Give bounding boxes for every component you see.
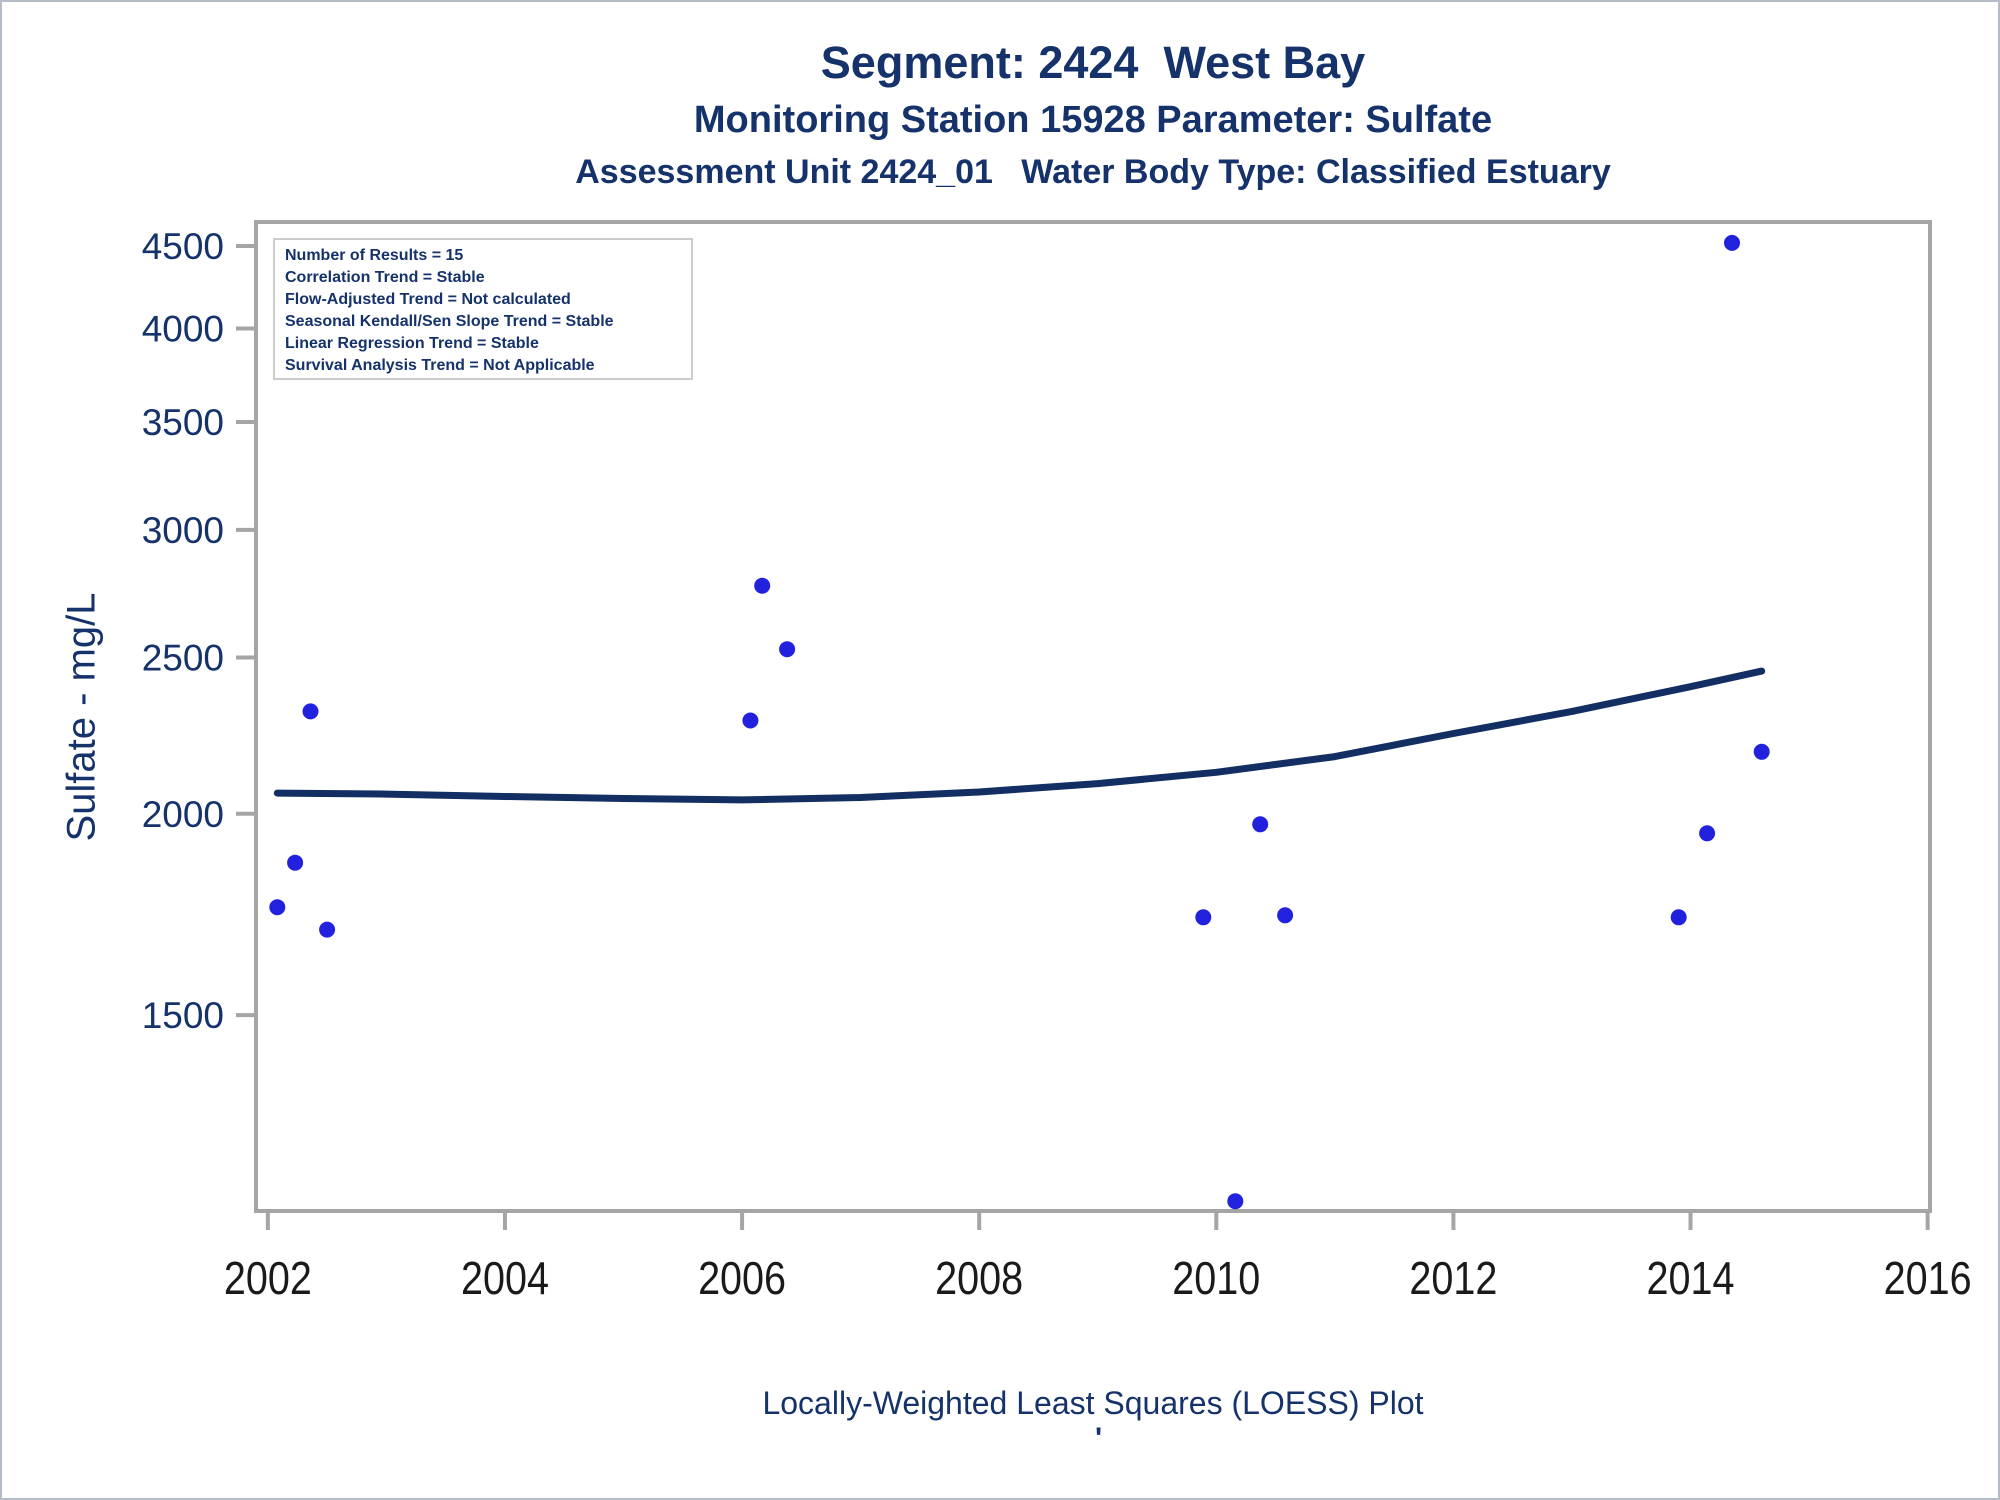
x-axis-tick-label: 2012 — [1409, 1252, 1498, 1304]
data-point — [1699, 825, 1715, 841]
stats-line-linear-regression-trend: Linear Regression Trend = Stable — [285, 335, 539, 352]
y-axis-tick-label: 2500 — [141, 637, 224, 679]
chart-caption: Locally-Weighted Least Squares (LOESS) Plot — [762, 1385, 1424, 1421]
data-point — [1227, 1193, 1243, 1209]
data-point — [1754, 744, 1770, 760]
title-line-2: Monitoring Station 15928 Parameter: Sulfate — [693, 99, 1493, 141]
x-axis-tick-label: 2016 — [1883, 1252, 1972, 1304]
x-axis-tick-label: 2010 — [1172, 1252, 1261, 1304]
stats-line-number-of-results: Number of Results = 15 — [285, 247, 464, 264]
data-point — [1252, 816, 1268, 832]
y-axis-title: Sulfate - mg/L — [59, 592, 104, 842]
footnote-mark: ' — [1095, 1422, 1103, 1455]
y-axis-tick-label: 2000 — [141, 793, 224, 835]
y-axis-tick-label: 4500 — [141, 226, 224, 268]
data-point — [754, 578, 770, 594]
data-point — [303, 703, 319, 719]
y-axis-tick-label: 3500 — [141, 401, 224, 443]
data-point — [319, 922, 335, 938]
y-axis-tick-label: 1500 — [141, 995, 224, 1037]
loess-trend-line — [277, 671, 1761, 800]
y-axis-tick-label: 4000 — [141, 308, 224, 350]
x-axis-tick-label: 2006 — [698, 1252, 787, 1304]
plot-frame — [256, 222, 1930, 1211]
stats-line-seasonal-kendall-trend: Seasonal Kendall/Sen Slope Trend = Stable — [285, 313, 614, 330]
y-axis-tick-label: 3000 — [141, 509, 224, 551]
data-point — [779, 641, 795, 657]
loess-scatter-plot — [2, 2, 2000, 1500]
stats-line-flow-adjusted-trend: Flow-Adjusted Trend = Not calculated — [285, 291, 571, 308]
title-line-3: Assessment Unit 2424_01 Water Body Type: Classified Estuary — [575, 153, 1611, 191]
data-point — [1724, 235, 1740, 251]
x-axis-tick-label: 2004 — [460, 1252, 549, 1304]
stats-line-correlation-trend: Correlation Trend = Stable — [285, 269, 485, 286]
x-axis-tick-label: 2014 — [1646, 1252, 1735, 1304]
stats-line-survival-analysis-trend: Survival Analysis Trend = Not Applicable — [285, 357, 595, 374]
data-point — [1671, 909, 1687, 925]
data-point — [287, 855, 303, 871]
x-axis-tick-label: 2002 — [223, 1252, 312, 1304]
data-point — [742, 713, 758, 729]
title-line-1: Segment: 2424 West Bay — [820, 37, 1366, 88]
data-point — [1195, 909, 1211, 925]
data-point — [1277, 907, 1293, 923]
data-point — [269, 899, 285, 915]
x-axis-tick-label: 2008 — [935, 1252, 1024, 1304]
